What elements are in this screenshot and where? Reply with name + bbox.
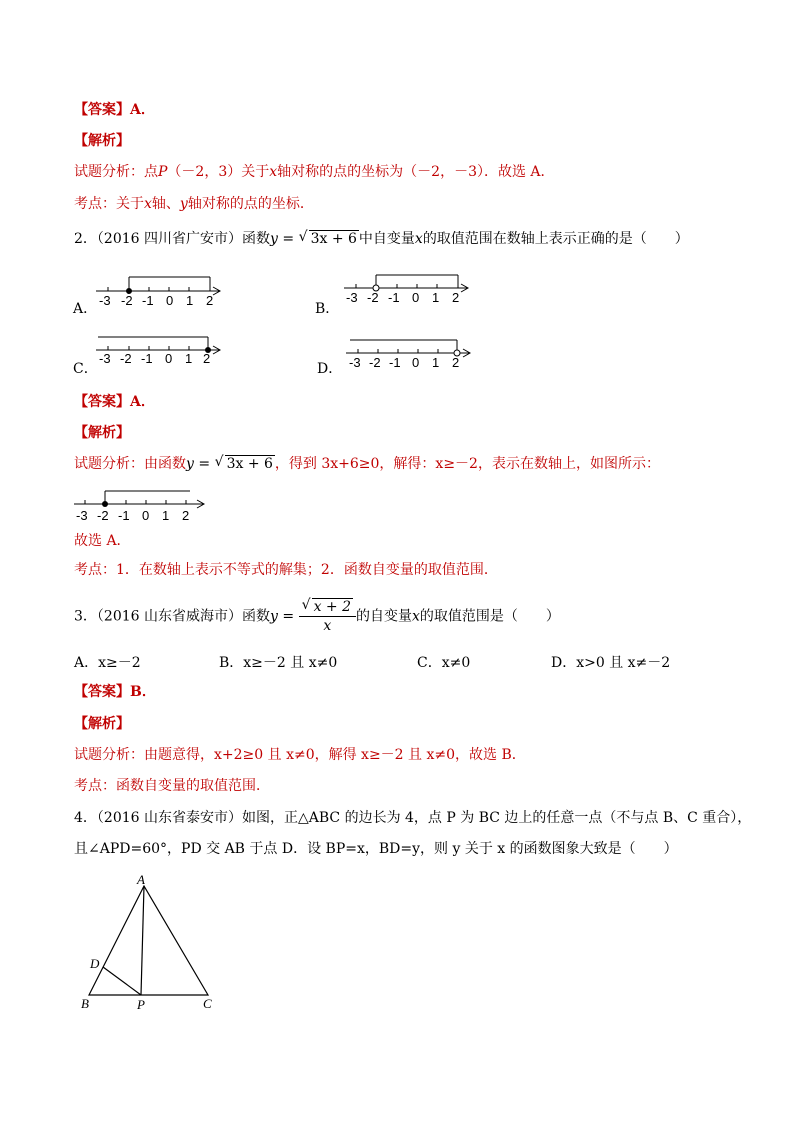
- q4-label-a: A: [137, 872, 145, 887]
- q2-option-a-label: A．: [73, 301, 98, 317]
- q1-answer: 【答案】A．: [74, 102, 155, 118]
- q4-label-p: P: [137, 997, 145, 1012]
- q2-choose: 故选 A．: [74, 533, 131, 549]
- q4-label-b: B: [81, 996, 89, 1011]
- q3-option-a: A．x≥－2: [74, 655, 141, 671]
- q4-question-line1: 4．（2016 山东省泰安市）如图，正△ABC 的边长为 4，点 P 为 BC 边上的任意一点（不与点 B、C 重合），: [74, 810, 752, 826]
- q2-question: 2．（2016 四川省广安市）函数y = √ 3x + 6 中自变量x的取值范围在数轴上表示正确的是（ ）: [74, 229, 689, 247]
- q3-option-b: B．x≥－2 且 x≠0: [219, 655, 338, 671]
- q3-option-c: C．x≠0: [417, 655, 471, 671]
- q3-analysis: 试题分析：由题意得，x+2≥0 且 x≠0，解得 x≥－2 且 x≠0，故选 B．: [74, 747, 526, 763]
- q2-analysis: 试题分析：由函数y = √ 3x + 6 ，得到 3x+6≥0，解得：x≥－2，表示在数轴上，如图所示：: [74, 454, 660, 472]
- q2-option-c-label: C．: [73, 361, 98, 377]
- q1-kaodian: 考点：关于x轴、y轴对称的点的坐标．: [74, 196, 314, 212]
- q3-question: 3．（2016 山东省威海市）函数y = √ x + 2 x 的自变量x的取值范围是（ ）: [74, 597, 560, 634]
- q4-label-c: C: [203, 996, 212, 1011]
- q2-option-d-numberline: [346, 332, 476, 356]
- q3-analysis-heading: 【解析】: [74, 716, 130, 732]
- q2-answer: 【答案】A．: [74, 394, 155, 410]
- q4-question-line2: 且∠APD=60°，PD 交 AB 于点 D．设 BP=x，BD=y，则 y 关于 x 的函数图象大致是（ ）: [74, 841, 678, 857]
- q1-analysis-heading: 【解析】: [74, 133, 130, 149]
- q1-analysis: 试题分析：点P（－2，3）关于x轴对称的点的坐标为（－2，－3）．故选 A．: [74, 164, 555, 180]
- q3-answer: 【答案】B．: [74, 684, 156, 700]
- q4-triangle-figure: [70, 870, 230, 1015]
- q3-option-d: D．x>0 且 x≠－2: [551, 655, 671, 671]
- q3-kaodian: 考点：函数自变量的取值范围．: [74, 778, 270, 794]
- q4-label-d: D: [90, 956, 100, 971]
- q2-option-b-label: B．: [315, 301, 340, 317]
- q2-analysis-heading: 【解析】: [74, 425, 130, 441]
- q2-solution-numberline: [74, 486, 210, 510]
- q2-kaodian: 考点：1．在数轴上表示不等式的解集；2．函数自变量的取值范围．: [74, 562, 498, 578]
- q2-option-d-label: D．: [317, 361, 343, 377]
